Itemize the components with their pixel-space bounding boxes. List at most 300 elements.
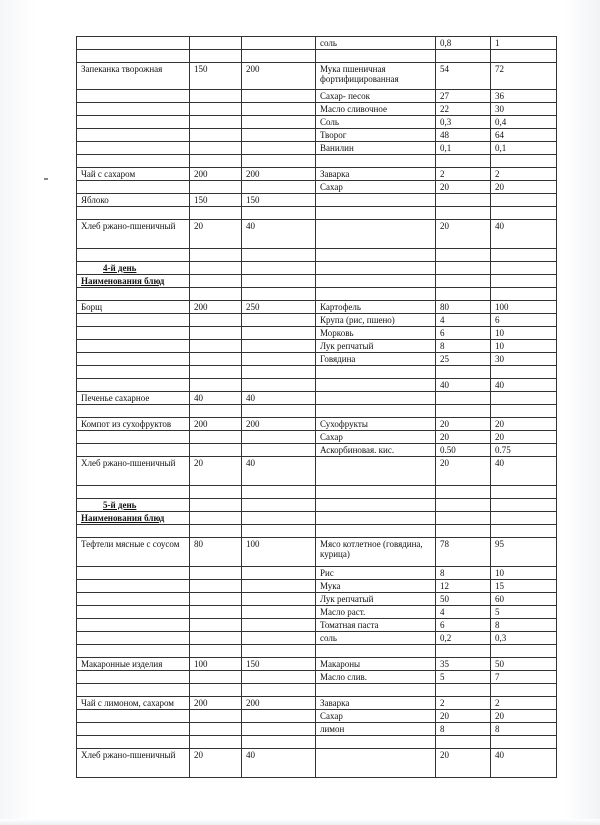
empty-cell — [491, 512, 557, 525]
dish-cell: Хлеб ржано-пшеничный — [77, 220, 190, 249]
dish-cell — [77, 142, 190, 155]
table-row — [77, 63, 557, 90]
amount-large-cell: 50 — [491, 658, 557, 671]
ingredient-cell: Аскорбиновая. кис. — [316, 444, 436, 457]
ingredient-cell — [316, 379, 436, 392]
table-row — [77, 288, 557, 301]
table-row — [77, 632, 557, 645]
ingredient-cell — [316, 457, 436, 486]
ingredient-cell: Сухофрукты — [316, 418, 436, 431]
table-row — [77, 736, 557, 749]
menu-table-body — [77, 37, 557, 778]
ingredient-cell: соль — [316, 632, 436, 645]
table-row — [77, 353, 557, 366]
table-row — [77, 567, 557, 580]
dish-cell — [77, 129, 190, 142]
portion-small-cell — [190, 684, 242, 697]
portion-large-cell — [242, 444, 316, 457]
scan-bottom-edge — [0, 819, 600, 825]
amount-large-cell — [491, 288, 557, 301]
portion-large-cell — [242, 207, 316, 220]
ingredient-cell — [316, 50, 436, 63]
table-row — [77, 710, 557, 723]
empty-cell — [190, 275, 242, 288]
portion-small-cell — [190, 606, 242, 619]
table-row — [77, 749, 557, 778]
amount-large-cell — [491, 392, 557, 405]
portion-small-cell — [190, 405, 242, 418]
ingredient-cell: Лук репчатый — [316, 593, 436, 606]
empty-cell — [242, 262, 316, 275]
ingredient-cell: Мясо котлетное (говядина, курица) — [316, 538, 436, 567]
ingredient-cell: Сахар — [316, 710, 436, 723]
dish-names-heading: Наименования блюд — [81, 513, 165, 523]
portion-small-cell — [190, 619, 242, 632]
dish-cell — [77, 37, 190, 50]
dish-cell — [77, 181, 190, 194]
table-row — [77, 168, 557, 181]
ingredient-cell: Ванилин — [316, 142, 436, 155]
empty-cell — [242, 499, 316, 512]
portion-small-cell — [190, 207, 242, 220]
amount-small-cell: 0,1 — [436, 142, 491, 155]
portion-large-cell — [242, 486, 316, 499]
portion-large-cell — [242, 327, 316, 340]
dish-cell: Хлеб ржано-пшеничный — [77, 457, 190, 486]
portion-small-cell: 20 — [190, 749, 242, 778]
empty-cell — [242, 512, 316, 525]
amount-small-cell: 78 — [436, 538, 491, 567]
amount-small-cell — [436, 486, 491, 499]
amount-large-cell — [491, 405, 557, 418]
empty-cell — [436, 262, 491, 275]
portion-small-cell — [190, 155, 242, 168]
ingredient-cell: Заварка — [316, 697, 436, 710]
dish-cell — [77, 314, 190, 327]
amount-small-cell: 50 — [436, 593, 491, 606]
table-row — [77, 90, 557, 103]
amount-small-cell — [436, 50, 491, 63]
portion-large-cell — [242, 593, 316, 606]
portion-small-cell: 40 — [190, 392, 242, 405]
amount-small-cell: 54 — [436, 63, 491, 90]
portion-small-cell: 100 — [190, 658, 242, 671]
table-row — [77, 619, 557, 632]
amount-small-cell: 0.50 — [436, 444, 491, 457]
portion-small-cell — [190, 645, 242, 658]
amount-large-cell: 5 — [491, 606, 557, 619]
empty-cell — [190, 499, 242, 512]
amount-large-cell: 6 — [491, 314, 557, 327]
amount-small-cell — [436, 525, 491, 538]
portion-small-cell — [190, 723, 242, 736]
portion-large-cell — [242, 50, 316, 63]
table-row — [77, 116, 557, 129]
table-row — [77, 684, 557, 697]
dish-cell: Компот из сухофруктов — [77, 418, 190, 431]
amount-small-cell: 22 — [436, 103, 491, 116]
amount-large-cell: 20 — [491, 431, 557, 444]
dish-cell — [77, 645, 190, 658]
ingredient-cell — [316, 249, 436, 262]
table-row — [77, 327, 557, 340]
portion-small-cell — [190, 486, 242, 499]
amount-large-cell: 10 — [491, 567, 557, 580]
portion-small-cell — [190, 353, 242, 366]
portion-large-cell — [242, 366, 316, 379]
dish-cell: Запеканка творожная — [77, 63, 190, 90]
portion-small-cell — [190, 710, 242, 723]
amount-small-cell: 4 — [436, 606, 491, 619]
dish-cell — [77, 567, 190, 580]
table-row — [77, 366, 557, 379]
portion-small-cell: 200 — [190, 301, 242, 314]
amount-large-cell: 30 — [491, 103, 557, 116]
portion-large-cell — [242, 619, 316, 632]
amount-large-cell — [491, 486, 557, 499]
dish-cell — [77, 431, 190, 444]
portion-small-cell — [190, 593, 242, 606]
table-row — [77, 645, 557, 658]
amount-small-cell: 20 — [436, 710, 491, 723]
ingredient-cell — [316, 486, 436, 499]
portion-small-cell: 150 — [190, 194, 242, 207]
portion-large-cell — [242, 632, 316, 645]
amount-large-cell — [491, 736, 557, 749]
empty-cell — [316, 499, 436, 512]
portion-large-cell — [242, 379, 316, 392]
ingredient-cell: Морковь — [316, 327, 436, 340]
amount-large-cell: 20 — [491, 418, 557, 431]
amount-large-cell: 0.75 — [491, 444, 557, 457]
dish-cell: Тефтели мясные с соусом — [77, 538, 190, 567]
portion-large-cell — [242, 116, 316, 129]
ingredient-cell: Соль — [316, 116, 436, 129]
amount-large-cell: 64 — [491, 129, 557, 142]
amount-small-cell — [436, 405, 491, 418]
table-row — [77, 103, 557, 116]
dish-cell: Чай с сахаром — [77, 168, 190, 181]
amount-large-cell: 20 — [491, 181, 557, 194]
ingredient-cell: Томатная паста — [316, 619, 436, 632]
dish-cell — [77, 736, 190, 749]
amount-small-cell: 8 — [436, 340, 491, 353]
portion-large-cell: 40 — [242, 457, 316, 486]
dish-cell — [77, 116, 190, 129]
portion-small-cell — [190, 340, 242, 353]
ingredient-cell: Мука — [316, 580, 436, 593]
portion-small-cell — [190, 327, 242, 340]
table-row — [77, 301, 557, 314]
portion-large-cell — [242, 431, 316, 444]
portion-large-cell — [242, 405, 316, 418]
portion-large-cell: 200 — [242, 168, 316, 181]
portion-large-cell — [242, 340, 316, 353]
dish-cell — [77, 593, 190, 606]
portion-large-cell: 40 — [242, 392, 316, 405]
portion-large-cell — [242, 723, 316, 736]
amount-small-cell: 8 — [436, 567, 491, 580]
amount-large-cell — [491, 155, 557, 168]
portion-large-cell — [242, 525, 316, 538]
amount-small-cell: 20 — [436, 749, 491, 778]
category-heading-cell — [77, 512, 190, 525]
portion-small-cell — [190, 181, 242, 194]
portion-large-cell — [242, 671, 316, 684]
ingredient-cell: Масло раст. — [316, 606, 436, 619]
amount-small-cell: 25 — [436, 353, 491, 366]
amount-small-cell: 20 — [436, 220, 491, 249]
dish-cell — [77, 379, 190, 392]
table-row — [77, 314, 557, 327]
ingredient-cell: Творог — [316, 129, 436, 142]
dish-cell — [77, 671, 190, 684]
table-row — [77, 50, 557, 63]
portion-small-cell: 200 — [190, 697, 242, 710]
portion-large-cell: 200 — [242, 697, 316, 710]
day-heading-row — [77, 262, 557, 275]
portion-small-cell — [190, 90, 242, 103]
day-title: 5-й день — [103, 500, 137, 510]
portion-small-cell — [190, 129, 242, 142]
ingredient-cell — [316, 525, 436, 538]
dish-cell — [77, 90, 190, 103]
day-title: 4-й день — [103, 263, 137, 273]
amount-small-cell: 8 — [436, 723, 491, 736]
dish-cell: Чай с лимоном, сахаром — [77, 697, 190, 710]
category-heading-cell — [77, 275, 190, 288]
portion-small-cell — [190, 142, 242, 155]
ingredient-cell: соль — [316, 37, 436, 50]
amount-large-cell: 0,1 — [491, 142, 557, 155]
ingredient-cell: Мука пшеничная фортифицированная — [316, 63, 436, 90]
dish-cell — [77, 486, 190, 499]
dish-cell — [77, 327, 190, 340]
amount-large-cell: 40 — [491, 220, 557, 249]
table-row — [77, 457, 557, 486]
portion-large-cell — [242, 710, 316, 723]
ingredient-cell: Картофель — [316, 301, 436, 314]
amount-large-cell — [491, 50, 557, 63]
portion-large-cell — [242, 736, 316, 749]
amount-large-cell: 0,4 — [491, 116, 557, 129]
ingredient-cell — [316, 366, 436, 379]
amount-large-cell: 30 — [491, 353, 557, 366]
amount-large-cell: 95 — [491, 538, 557, 567]
portion-large-cell — [242, 249, 316, 262]
ingredient-cell — [316, 207, 436, 220]
amount-large-cell: 20 — [491, 710, 557, 723]
table-row — [77, 606, 557, 619]
amount-small-cell: 27 — [436, 90, 491, 103]
ingredient-cell — [316, 288, 436, 301]
amount-large-cell: 10 — [491, 327, 557, 340]
amount-small-cell: 20 — [436, 431, 491, 444]
empty-cell — [436, 499, 491, 512]
ingredient-cell: Лук репчатый — [316, 340, 436, 353]
amount-small-cell: 2 — [436, 697, 491, 710]
table-row — [77, 697, 557, 710]
portion-large-cell: 200 — [242, 63, 316, 90]
dish-cell: Печенье сахарное — [77, 392, 190, 405]
ingredient-cell — [316, 749, 436, 778]
table-row — [77, 486, 557, 499]
dish-cell — [77, 619, 190, 632]
amount-large-cell: 8 — [491, 723, 557, 736]
table-row — [77, 418, 557, 431]
amount-small-cell: 12 — [436, 580, 491, 593]
amount-small-cell: 20 — [436, 181, 491, 194]
dish-cell — [77, 288, 190, 301]
dish-cell — [77, 710, 190, 723]
empty-cell — [316, 512, 436, 525]
ingredient-cell — [316, 194, 436, 207]
ingredient-cell — [316, 155, 436, 168]
ingredient-cell — [316, 736, 436, 749]
empty-cell — [242, 275, 316, 288]
portion-large-cell: 150 — [242, 658, 316, 671]
table-row — [77, 379, 557, 392]
portion-small-cell — [190, 736, 242, 749]
portion-small-cell — [190, 116, 242, 129]
dish-cell — [77, 50, 190, 63]
portion-small-cell — [190, 671, 242, 684]
amount-large-cell: 36 — [491, 90, 557, 103]
portion-large-cell: 100 — [242, 538, 316, 567]
table-row — [77, 155, 557, 168]
dish-cell — [77, 606, 190, 619]
amount-small-cell: 6 — [436, 327, 491, 340]
table-row — [77, 593, 557, 606]
empty-cell — [436, 512, 491, 525]
portion-small-cell — [190, 103, 242, 116]
empty-cell — [316, 275, 436, 288]
portion-small-cell — [190, 580, 242, 593]
ingredient-cell — [316, 405, 436, 418]
ingredient-cell: Заварка — [316, 168, 436, 181]
ingredient-cell: Сахар- песок — [316, 90, 436, 103]
amount-small-cell — [436, 155, 491, 168]
portion-small-cell: 150 — [190, 63, 242, 90]
portion-small-cell — [190, 249, 242, 262]
portion-small-cell — [190, 366, 242, 379]
amount-small-cell — [436, 249, 491, 262]
table-row — [77, 220, 557, 249]
portion-small-cell — [190, 632, 242, 645]
dish-cell — [77, 684, 190, 697]
table-row — [77, 207, 557, 220]
portion-small-cell — [190, 444, 242, 457]
empty-cell — [316, 262, 436, 275]
empty-cell — [491, 275, 557, 288]
day-heading-row — [77, 499, 557, 512]
portion-large-cell: 150 — [242, 194, 316, 207]
portion-large-cell: 200 — [242, 418, 316, 431]
amount-small-cell — [436, 288, 491, 301]
amount-small-cell — [436, 392, 491, 405]
dish-cell: Хлеб ржано-пшеничный — [77, 749, 190, 778]
amount-small-cell: 6 — [436, 619, 491, 632]
portion-large-cell — [242, 567, 316, 580]
portion-large-cell — [242, 684, 316, 697]
portion-small-cell — [190, 314, 242, 327]
table-row — [77, 249, 557, 262]
amount-small-cell: 20 — [436, 457, 491, 486]
ingredient-cell: Говядина — [316, 353, 436, 366]
ingredient-cell: Масло сливочное — [316, 103, 436, 116]
dish-cell: Борщ — [77, 301, 190, 314]
amount-small-cell: 2 — [436, 168, 491, 181]
table-row — [77, 405, 557, 418]
portion-small-cell: 20 — [190, 457, 242, 486]
menu-table — [76, 36, 557, 778]
empty-cell — [491, 499, 557, 512]
amount-small-cell: 80 — [436, 301, 491, 314]
amount-large-cell: 60 — [491, 593, 557, 606]
dish-cell — [77, 444, 190, 457]
portion-large-cell: 40 — [242, 749, 316, 778]
portion-small-cell: 200 — [190, 418, 242, 431]
portion-small-cell — [190, 567, 242, 580]
amount-large-cell: 1 — [491, 37, 557, 50]
amount-small-cell — [436, 207, 491, 220]
table-row — [77, 580, 557, 593]
table-row — [77, 431, 557, 444]
dish-cell — [77, 723, 190, 736]
portion-large-cell — [242, 90, 316, 103]
table-row — [77, 340, 557, 353]
ingredient-cell — [316, 645, 436, 658]
table-row — [77, 142, 557, 155]
category-heading-row — [77, 275, 557, 288]
amount-large-cell — [491, 366, 557, 379]
portion-small-cell — [190, 431, 242, 444]
portion-large-cell — [242, 129, 316, 142]
ingredient-cell — [316, 684, 436, 697]
amount-large-cell — [491, 645, 557, 658]
amount-small-cell: 0,8 — [436, 37, 491, 50]
table-row — [77, 194, 557, 207]
portion-small-cell: 80 — [190, 538, 242, 567]
amount-large-cell — [491, 525, 557, 538]
portion-small-cell: 20 — [190, 220, 242, 249]
empty-cell — [436, 275, 491, 288]
day-heading-cell — [77, 262, 190, 275]
dish-cell — [77, 366, 190, 379]
table-row — [77, 37, 557, 50]
amount-small-cell — [436, 194, 491, 207]
amount-small-cell: 5 — [436, 671, 491, 684]
portion-large-cell — [242, 353, 316, 366]
amount-large-cell: 7 — [491, 671, 557, 684]
amount-large-cell — [491, 207, 557, 220]
table-row — [77, 723, 557, 736]
empty-cell — [190, 512, 242, 525]
empty-cell — [491, 262, 557, 275]
dish-cell — [77, 632, 190, 645]
amount-large-cell — [491, 684, 557, 697]
portion-small-cell — [190, 525, 242, 538]
table-row — [77, 129, 557, 142]
ingredient-cell: Рис — [316, 567, 436, 580]
ingredient-cell: Масло слив. — [316, 671, 436, 684]
table-row — [77, 538, 557, 567]
table-row — [77, 181, 557, 194]
amount-small-cell — [436, 736, 491, 749]
portion-large-cell — [242, 580, 316, 593]
amount-small-cell: 0,3 — [436, 116, 491, 129]
amount-small-cell: 4 — [436, 314, 491, 327]
